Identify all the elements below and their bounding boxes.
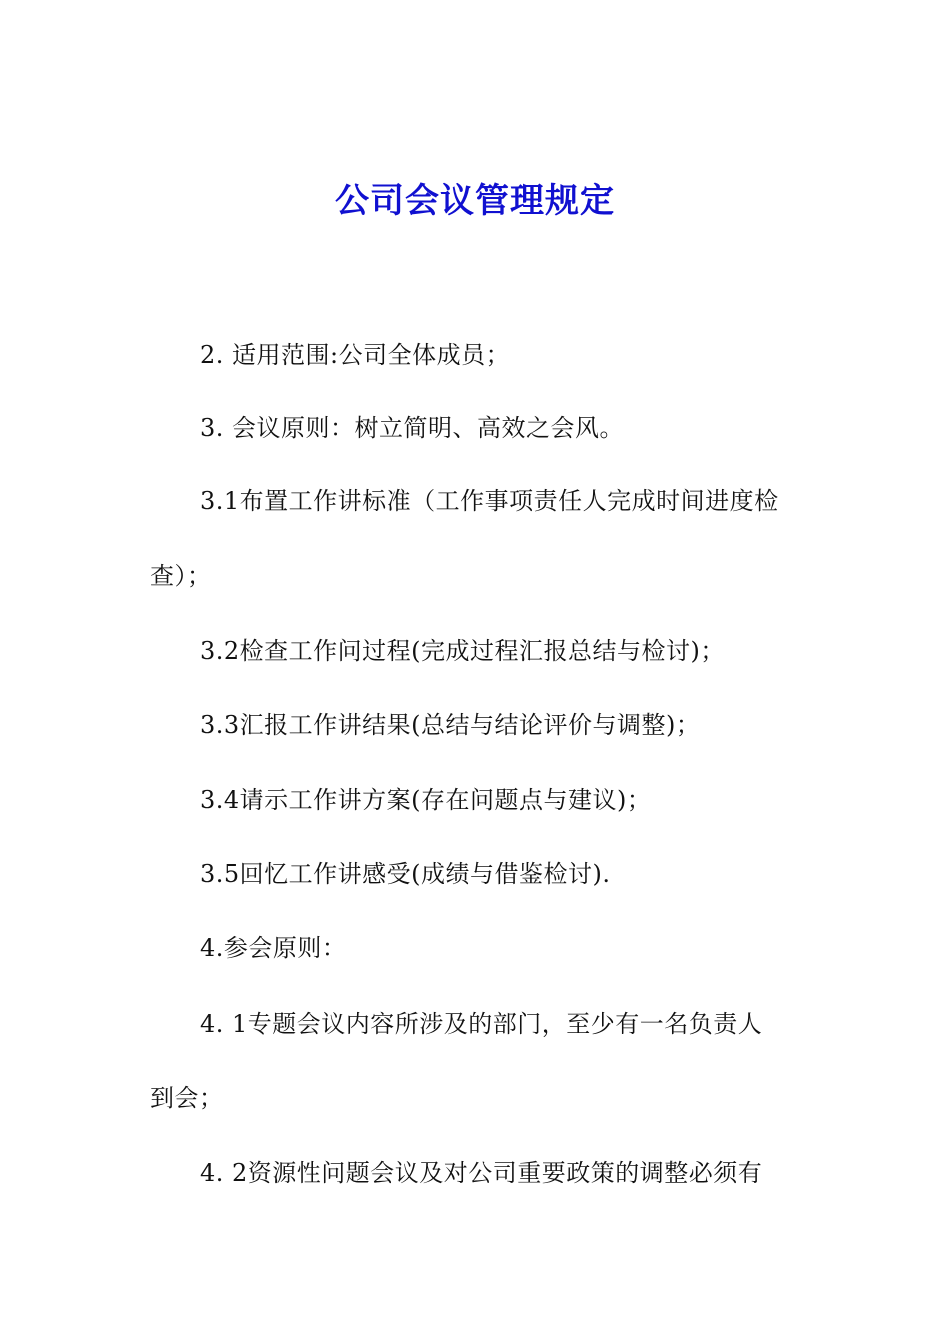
paragraph-line: 2. 适用范围:公司全体成员； [200, 341, 511, 369]
paragraph-line: 3.1布置工作讲标准（工作事项责任人完成时间进度检 [200, 487, 779, 515]
paragraph-line: 3. 会议原则：树立简明、高效之会风。 [200, 414, 625, 442]
document-title: 公司会议管理规定 [335, 181, 615, 221]
paragraph-line: 3.5回忆工作讲感受(成绩与借鉴检讨). [200, 860, 611, 888]
paragraph-line: 4. 1专题会议内容所涉及的部门，至少有一名负责人 [200, 1010, 763, 1038]
paragraph-line: 查）； [150, 562, 212, 590]
paragraph-line: 4. 2资源性问题会议及对公司重要政策的调整必须有 [200, 1159, 763, 1187]
paragraph-line: 3.2检查工作问过程(完成过程汇报总结与检讨)； [200, 637, 725, 665]
paragraph-line: 4.参会原则： [200, 934, 347, 962]
paragraph-line: 3.3汇报工作讲结果(总结与结论评价与调整)； [200, 711, 701, 739]
paragraph-line: 3.4请示工作讲方案(存在问题点与建议)； [200, 786, 652, 814]
paragraph-line: 到会； [150, 1084, 224, 1112]
